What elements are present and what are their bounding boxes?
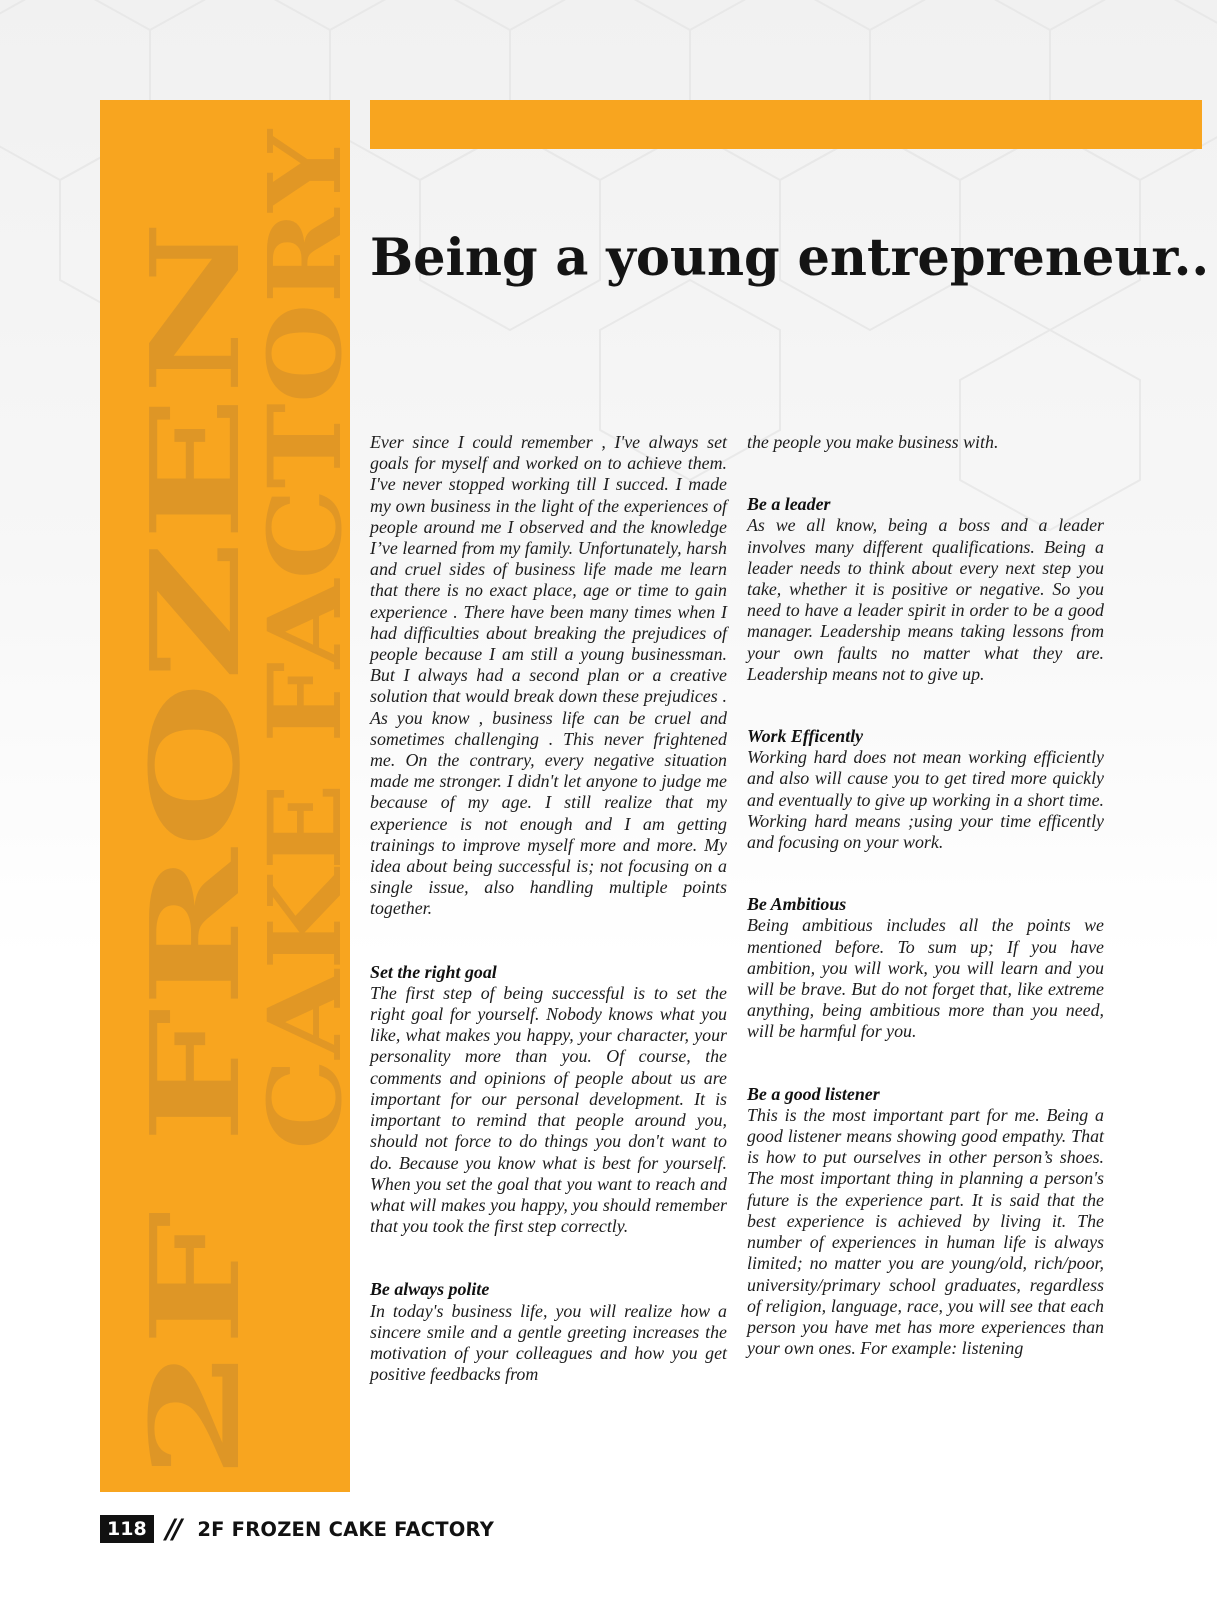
- goal-heading: Set the right goal: [370, 961, 497, 982]
- work-paragraph: Working hard does not mean working efficiently and also will cause you to get tired more quickly and eventually to give up working in a short time. Working hard means ;using your time efficently and focusing on your work.: [747, 747, 1104, 853]
- page-footer: [100, 1514, 494, 1544]
- watermark-line1: 2F FROZEN: [123, 678, 267, 1480]
- intro-paragraph: Ever since I could remember , I've always set goals for myself and worked on to achieve them. I've never stopped working till I succed. I made my own business in the light of the experiences of people around me I observed and the knowledge I’ve learned from my family. Unfortunately, harsh and cruel sides of business life made me learn that there is no exact place, age or time to gain experience . There have been many times when I had difficulties about breaking the prejudices of people because I am still a young businessman. But I always had a second plan or a creative solution that would break down these prejudices . As you know , business life can be cruel and sometimes challenging . This never frightened me. On the contrary, every negative situation made me stronger. I didn't let anyone to judge me because of my age. I still realize that my experience is not enough and I am getting trainings to improve myself more and more. My idea about being successful is; not focusing on a single issue, also handling multiple points together.: [370, 432, 727, 919]
- page-title: Being a young entrepreneur..: [370, 228, 1210, 288]
- leader-paragraph: As we all know, being a boss and a leader involves many different qualifications. Being a leader needs to think about every next step you take, whether it is positive or negative. So you need to have a leader spirit in order to be a good manager. Leadership means taking lessons from your own faults no matter what they are. Leadership means not to give up.: [747, 515, 1104, 684]
- side-orange-band: [100, 100, 364, 1492]
- goal-paragraph: The first step of being successful is to set the right goal for yourself. Nobody knows what you like, what makes you happy, your character, your personality more than you. Of course, the comments and opinions of people about us are important for our personal development. It is important to remind that people around you, should not force to do things you don't want to do. Because you know what is best for yourself. When you set the goal that you want to reach and what will makes you happy, you should remember that you took the first step correctly.: [370, 982, 727, 1237]
- page-number: 118: [100, 1515, 154, 1543]
- polite-heading: Be always polite: [370, 1279, 490, 1300]
- ambitious-heading: Be Ambitious: [747, 894, 847, 915]
- footer-separator: //: [165, 1513, 180, 1545]
- right-column: [747, 432, 1104, 1359]
- continuation-paragraph: the people you make business with.: [747, 432, 999, 452]
- work-heading: Work Efficently: [747, 726, 864, 747]
- polite-paragraph: In today's business life, you will realize how a sincere smile and a gentle greeting increases the motivation of your colleagues and how you get positive feedbacks from: [370, 1300, 727, 1385]
- vertical-brand-watermark: [100, 100, 364, 1492]
- leader-heading: Be a leader: [747, 494, 831, 515]
- ambitious-paragraph: Being ambitious includes all the points we mentioned before. To sum up; If you have ambition, you will work, you will learn and you will be brave. But do not forget that, like extreme anything, being ambitious more than you need, will be harmful for you.: [747, 915, 1104, 1042]
- top-orange-bar: [370, 100, 1202, 149]
- listener-heading: Be a good listener: [747, 1083, 880, 1104]
- footer-title: 2F FROZEN CAKE FACTORY: [197, 1517, 495, 1541]
- left-column: [370, 432, 727, 1385]
- watermark-line2: CAKE FACTORY: [246, 259, 364, 1150]
- listener-paragraph: This is the most important part for me. Being a good listener means showing good empathy. That is how to put ourselves in other person’s shoes. The most important thing in planning a person's future is the experience part. It is said that the best experience is achieved by living it. The number of experiences in human life is always limited; no matter you are young/old, rich/poor, university/primary school graduates, regardless of religion, language, race, you will see that each person you have met has more experiences than your own ones. For example: listening: [747, 1104, 1104, 1359]
